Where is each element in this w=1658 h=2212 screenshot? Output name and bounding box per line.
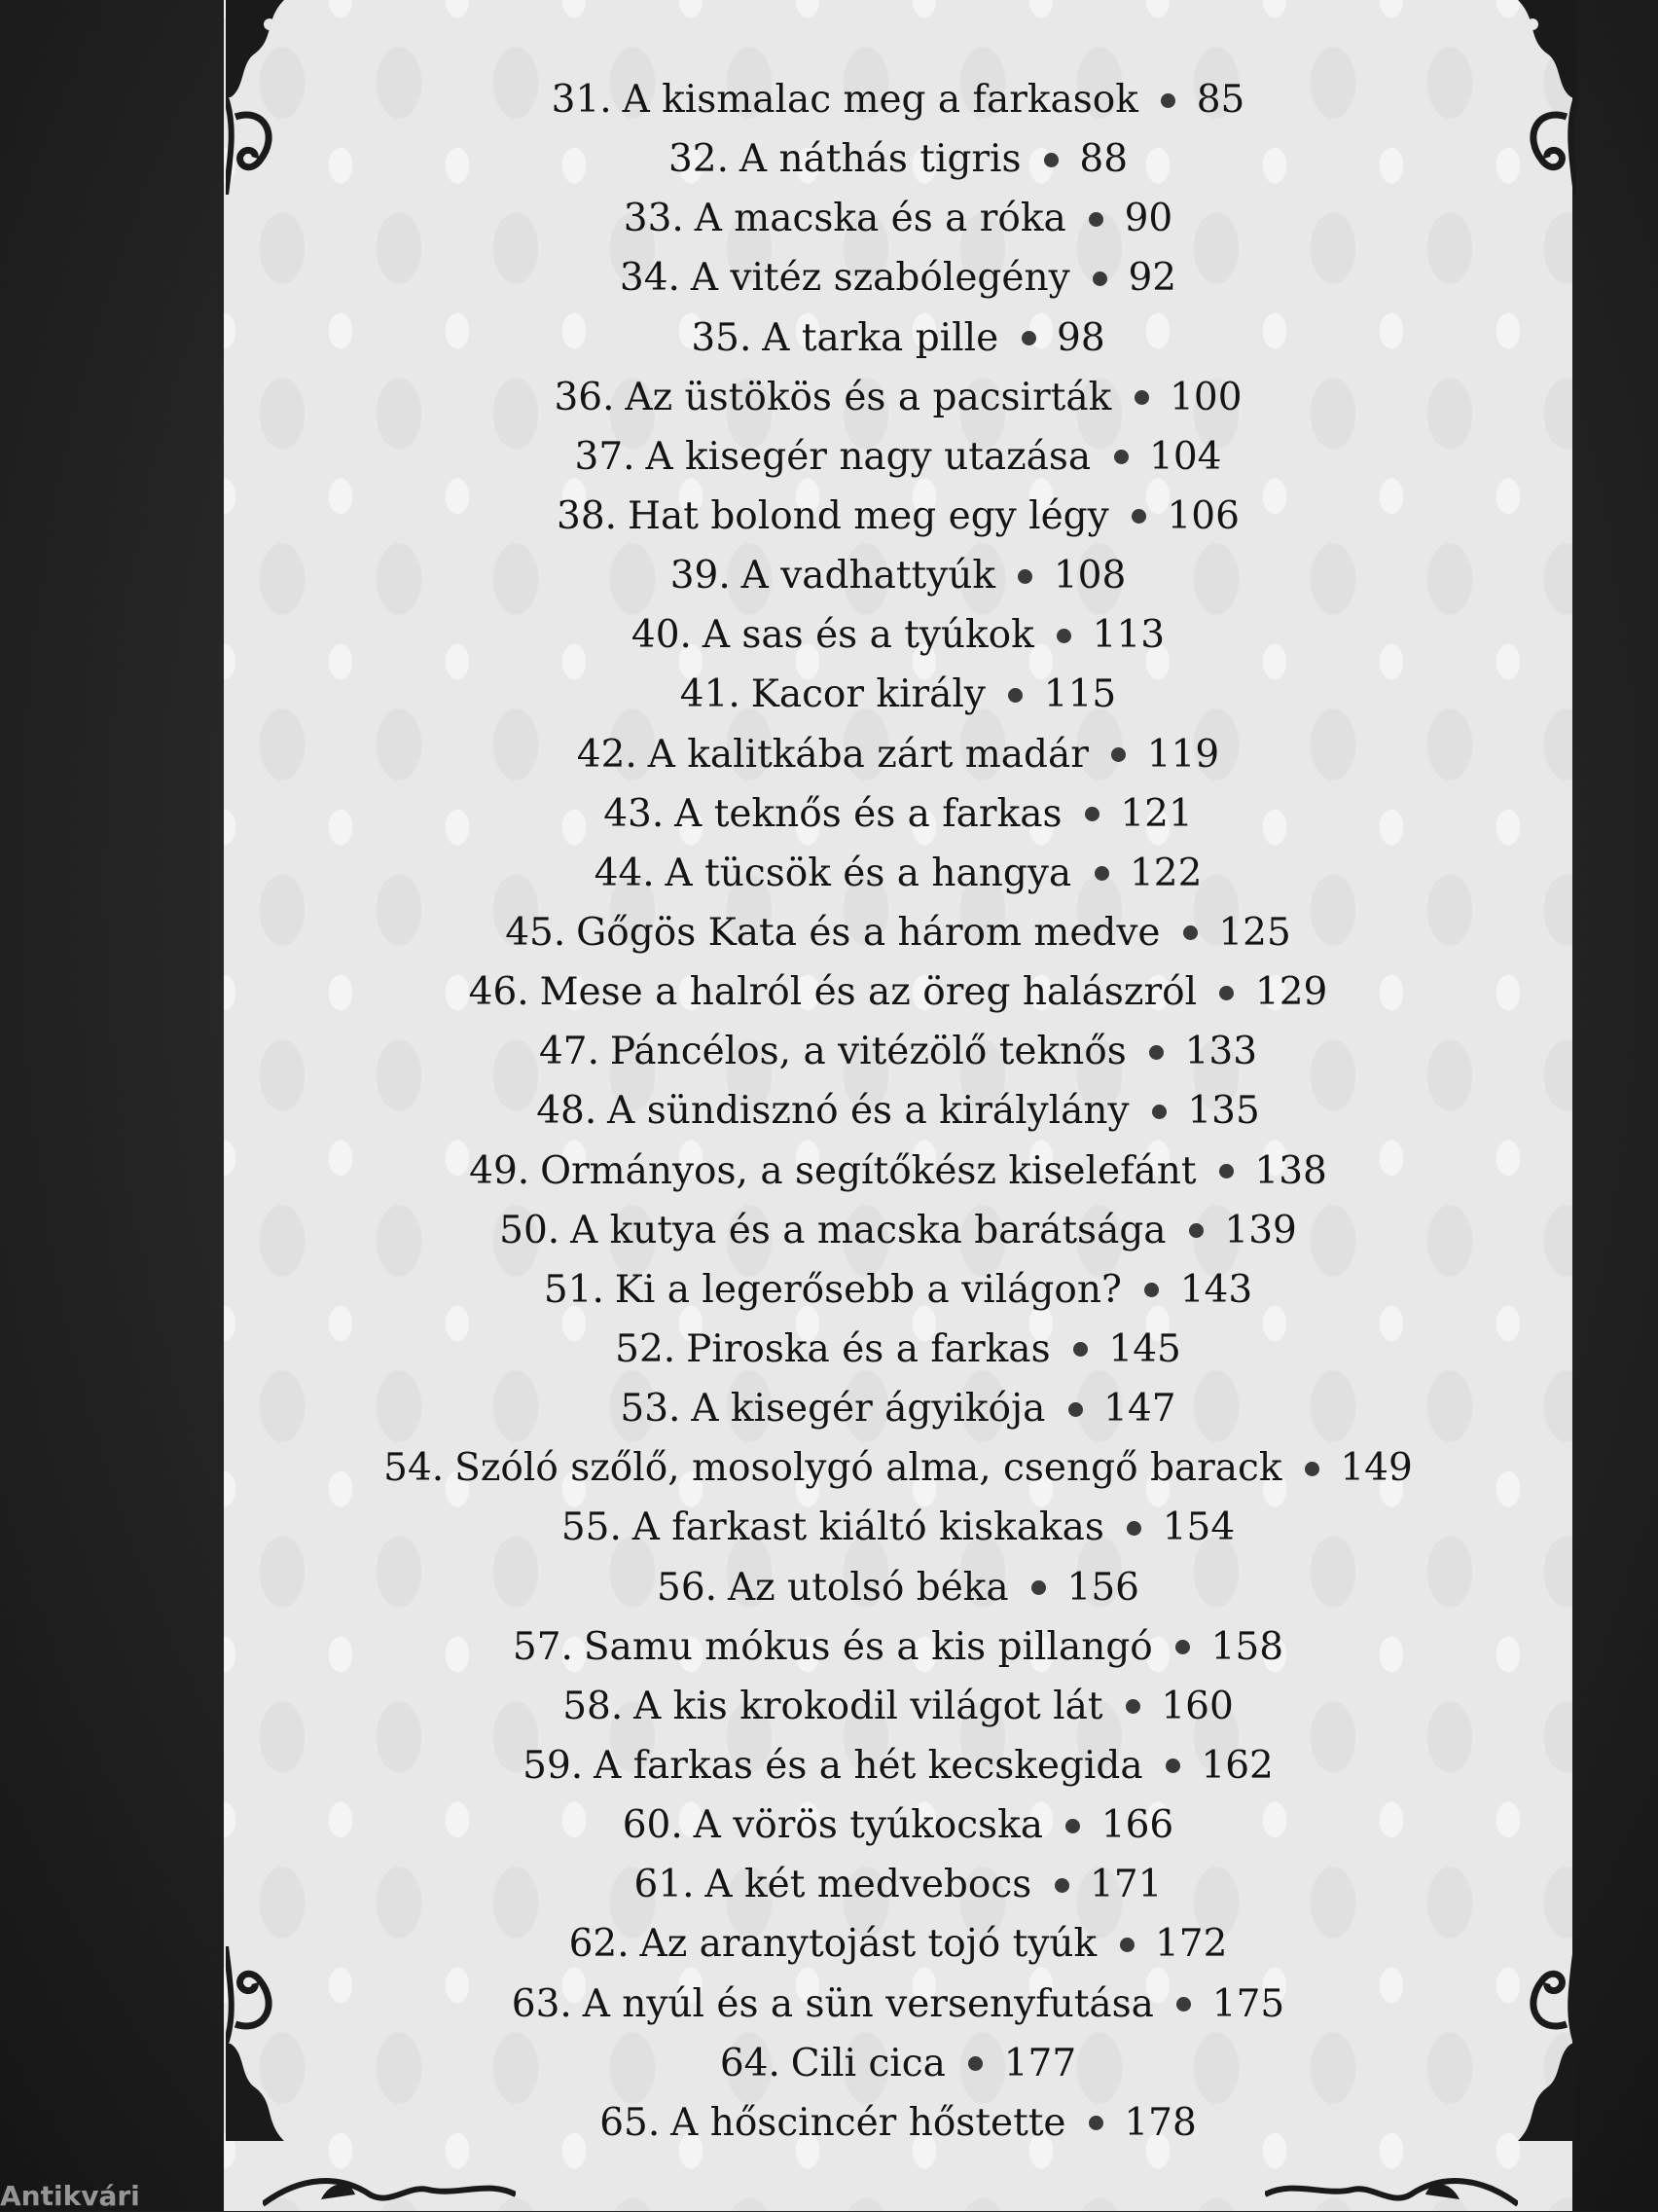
watermark-text: Antikvári bbox=[0, 2180, 140, 2212]
entry-title: A kisegér ágyikója bbox=[691, 1387, 1046, 1432]
entry-title: A két medvebocs bbox=[704, 1863, 1032, 1907]
bullet-dot-icon bbox=[1144, 1283, 1159, 1297]
entry-title: A tücsök és a hangya bbox=[665, 851, 1072, 895]
entry-title: Samu mókus és a kis pillangó bbox=[583, 1624, 1153, 1669]
toc-entry bbox=[224, 2093, 1572, 2153]
entry-title: A kutya és a macska barátsága bbox=[570, 1208, 1167, 1252]
entry-page-number: 171 bbox=[1090, 1863, 1163, 1907]
entry-page-number: 138 bbox=[1254, 1148, 1327, 1193]
entry-title: A sas és a tyúkok bbox=[702, 613, 1034, 658]
entry-number: 60. bbox=[622, 1803, 683, 1848]
toc-entry bbox=[224, 1558, 1572, 1617]
bullet-dot-icon bbox=[1219, 986, 1234, 1000]
bullet-dot-icon bbox=[1189, 1223, 1204, 1238]
bullet-dot-icon bbox=[1161, 93, 1175, 108]
toc-entry bbox=[224, 248, 1572, 308]
toc-entry bbox=[224, 1320, 1572, 1379]
toc-entry bbox=[224, 1914, 1572, 1974]
entry-title: Az utolsó béka bbox=[727, 1565, 1009, 1610]
entry-title: Kacor király bbox=[750, 672, 986, 717]
toc-entry bbox=[224, 665, 1572, 724]
ornament-scroll-bottom-left bbox=[263, 2165, 516, 2211]
entry-number: 35. bbox=[691, 315, 752, 360]
entry-title: A farkast kiáltó kiskakas bbox=[631, 1505, 1104, 1550]
bullet-dot-icon bbox=[1176, 1997, 1191, 2012]
bullet-dot-icon bbox=[1126, 1699, 1140, 1714]
entry-title: Mese a halról és az öreg halászról bbox=[539, 970, 1198, 1015]
entry-page-number: 125 bbox=[1218, 910, 1291, 955]
entry-page-number: 158 bbox=[1210, 1624, 1284, 1669]
entry-number: 43. bbox=[603, 791, 665, 836]
entry-title: Piroska és a farkas bbox=[686, 1326, 1051, 1371]
entry-title: A vörös tyúkocska bbox=[693, 1803, 1043, 1848]
bullet-dot-icon bbox=[1089, 2116, 1103, 2130]
entry-title: A kismalac meg a farkasok bbox=[622, 78, 1138, 122]
toc-entry bbox=[224, 962, 1572, 1022]
toc-entry bbox=[224, 487, 1572, 546]
entry-number: 63. bbox=[511, 1981, 572, 2026]
toc-entry bbox=[224, 427, 1572, 487]
entry-number: 57. bbox=[512, 1624, 573, 1669]
entry-page-number: 175 bbox=[1211, 1981, 1285, 2026]
entry-page-number: 177 bbox=[1003, 2041, 1077, 2085]
toc-entry bbox=[224, 308, 1572, 368]
entry-page-number: 147 bbox=[1103, 1387, 1176, 1432]
bullet-dot-icon bbox=[1305, 1462, 1319, 1476]
bullet-dot-icon bbox=[1120, 1938, 1135, 1952]
toc-entry bbox=[224, 1081, 1572, 1141]
entry-page-number: 156 bbox=[1066, 1565, 1139, 1610]
entry-page-number: 145 bbox=[1108, 1326, 1181, 1371]
entry-number: 38. bbox=[557, 493, 618, 538]
entry-page-number: 90 bbox=[1124, 197, 1173, 241]
entry-title: A kalitkába zárt madár bbox=[647, 732, 1089, 777]
entry-title: A kis krokodil világot lát bbox=[633, 1684, 1103, 1728]
entry-page-number: 119 bbox=[1146, 732, 1220, 777]
bullet-dot-icon bbox=[1127, 1521, 1141, 1536]
entry-title: A náthás tigris bbox=[739, 137, 1022, 182]
entry-title: Gőgös Kata és a három medve bbox=[576, 910, 1161, 955]
toc-entry bbox=[224, 903, 1572, 962]
toc-entry bbox=[224, 1617, 1572, 1677]
entry-number: 36. bbox=[554, 375, 615, 419]
entry-title: A vadhattyúk bbox=[740, 554, 995, 598]
entry-number: 61. bbox=[633, 1863, 695, 1907]
bullet-dot-icon bbox=[1057, 629, 1071, 643]
table-of-contents bbox=[224, 70, 1572, 2153]
entry-title: A teknős és a farkas bbox=[674, 791, 1063, 836]
toc-entry bbox=[224, 189, 1572, 248]
toc-entry bbox=[224, 1438, 1572, 1498]
bullet-dot-icon bbox=[1111, 747, 1126, 762]
entry-title: A kisegér nagy utazása bbox=[645, 434, 1092, 479]
entry-page-number: 121 bbox=[1120, 791, 1193, 836]
bullet-dot-icon bbox=[1219, 1164, 1234, 1179]
entry-title: A tarka pille bbox=[762, 315, 999, 360]
entry-title: Páncélos, a vitézölő teknős bbox=[609, 1030, 1127, 1074]
entry-page-number: 129 bbox=[1254, 970, 1328, 1015]
entry-number: 31. bbox=[551, 78, 612, 122]
entry-number: 41. bbox=[679, 672, 740, 717]
toc-entry bbox=[224, 1736, 1572, 1795]
entry-number: 49. bbox=[469, 1148, 530, 1193]
toc-entry bbox=[224, 725, 1572, 784]
bullet-dot-icon bbox=[1166, 1759, 1180, 1773]
toc-entry bbox=[224, 1022, 1572, 1081]
entry-title: Ormányos, a segítőkész kiselefánt bbox=[540, 1148, 1197, 1193]
toc-entry bbox=[224, 1260, 1572, 1320]
entry-number: 39. bbox=[669, 554, 731, 598]
toc-entry bbox=[224, 784, 1572, 844]
entry-page-number: 154 bbox=[1162, 1505, 1236, 1550]
entry-number: 48. bbox=[536, 1089, 597, 1134]
entry-page-number: 88 bbox=[1079, 137, 1129, 182]
entry-title: Az aranytojást tojó tyúk bbox=[639, 1922, 1098, 1967]
entry-number: 51. bbox=[543, 1267, 604, 1312]
entry-page-number: 143 bbox=[1179, 1267, 1253, 1312]
entry-page-number: 139 bbox=[1224, 1208, 1297, 1252]
bullet-dot-icon bbox=[1089, 212, 1103, 227]
entry-page-number: 162 bbox=[1201, 1743, 1274, 1788]
entry-page-number: 108 bbox=[1053, 554, 1127, 598]
bullet-dot-icon bbox=[1031, 1580, 1046, 1595]
entry-page-number: 106 bbox=[1167, 493, 1240, 538]
entry-title: A vitéz szabólegény bbox=[690, 256, 1070, 301]
bullet-dot-icon bbox=[1114, 450, 1129, 464]
entry-number: 55. bbox=[560, 1505, 622, 1550]
entry-number: 44. bbox=[594, 851, 655, 895]
entry-number: 64. bbox=[719, 2041, 780, 2085]
bullet-dot-icon bbox=[1073, 1342, 1088, 1357]
bullet-dot-icon bbox=[1068, 1402, 1083, 1417]
entry-page-number: 115 bbox=[1043, 672, 1117, 717]
entry-number: 50. bbox=[499, 1208, 560, 1252]
entry-number: 47. bbox=[538, 1030, 599, 1074]
bullet-dot-icon bbox=[1152, 1105, 1167, 1119]
entry-number: 53. bbox=[620, 1387, 681, 1432]
entry-page-number: 160 bbox=[1161, 1684, 1234, 1728]
bullet-dot-icon bbox=[1085, 807, 1099, 821]
bullet-dot-icon bbox=[1093, 272, 1107, 286]
entry-page-number: 113 bbox=[1092, 613, 1166, 658]
entry-title: A nyúl és a sün versenyfutása bbox=[582, 1981, 1154, 2026]
entry-number: 32. bbox=[667, 137, 730, 182]
toc-entry bbox=[224, 1201, 1572, 1260]
entry-page-number: 85 bbox=[1196, 78, 1245, 122]
entry-number: 52. bbox=[615, 1326, 676, 1371]
entry-number: 33. bbox=[623, 197, 684, 241]
toc-entry bbox=[224, 546, 1572, 605]
entry-title: A sündisznó és a királylány bbox=[607, 1089, 1130, 1134]
toc-entry bbox=[224, 70, 1572, 129]
entry-page-number: 104 bbox=[1149, 434, 1222, 479]
entry-page-number: 172 bbox=[1154, 1922, 1228, 1967]
entry-page-number: 92 bbox=[1128, 256, 1177, 301]
entry-number: 54. bbox=[383, 1446, 445, 1491]
toc-entry bbox=[224, 1379, 1572, 1438]
bullet-dot-icon bbox=[1008, 688, 1023, 703]
toc-entry bbox=[224, 1142, 1572, 1201]
bullet-dot-icon bbox=[968, 2056, 983, 2071]
entry-title: Cili cica bbox=[790, 2041, 946, 2085]
bullet-dot-icon bbox=[1183, 925, 1198, 940]
entry-title: A macska és a róka bbox=[694, 197, 1066, 241]
entry-number: 42. bbox=[576, 732, 637, 777]
bullet-dot-icon bbox=[1135, 390, 1149, 405]
entry-page-number: 122 bbox=[1129, 851, 1203, 895]
entry-number: 59. bbox=[523, 1743, 584, 1788]
entry-title: A hőscincér hőstette bbox=[670, 2100, 1066, 2145]
toc-entry bbox=[224, 1498, 1572, 1557]
entry-number: 34. bbox=[619, 256, 680, 301]
entry-number: 62. bbox=[568, 1922, 630, 1967]
bullet-dot-icon bbox=[1149, 1045, 1164, 1060]
ornament-scroll-bottom-right bbox=[1265, 2165, 1518, 2211]
entry-title: A farkas és a hét kecskegida bbox=[594, 1743, 1143, 1788]
entry-number: 56. bbox=[657, 1565, 718, 1610]
entry-page-number: 149 bbox=[1340, 1446, 1413, 1491]
entry-page-number: 133 bbox=[1184, 1030, 1258, 1074]
bullet-dot-icon bbox=[1095, 866, 1109, 881]
bullet-dot-icon bbox=[1022, 331, 1036, 345]
entry-number: 45. bbox=[505, 910, 566, 955]
entry-page-number: 98 bbox=[1057, 315, 1105, 360]
toc-entry bbox=[224, 1677, 1572, 1736]
entry-page-number: 178 bbox=[1124, 2100, 1197, 2145]
toc-entry bbox=[224, 129, 1572, 189]
entry-page-number: 135 bbox=[1187, 1089, 1260, 1134]
toc-entry bbox=[224, 1975, 1572, 2034]
bullet-dot-icon bbox=[1055, 1878, 1069, 1893]
toc-entry bbox=[224, 1855, 1572, 1914]
entry-page-number: 166 bbox=[1100, 1803, 1174, 1848]
entry-page-number: 100 bbox=[1170, 375, 1243, 419]
entry-number: 40. bbox=[631, 613, 692, 658]
bullet-dot-icon bbox=[1132, 509, 1146, 524]
entry-title: Hat bolond meg egy légy bbox=[627, 493, 1109, 538]
bullet-dot-icon bbox=[1175, 1640, 1190, 1654]
toc-entry bbox=[224, 368, 1572, 427]
bullet-dot-icon bbox=[1018, 569, 1032, 584]
bullet-dot-icon bbox=[1065, 1819, 1080, 1833]
entry-number: 65. bbox=[599, 2100, 661, 2145]
toc-entry bbox=[224, 2034, 1572, 2093]
entry-title: Ki a legerősebb a világon? bbox=[614, 1267, 1122, 1312]
entry-title: Az üstökös és a pacsirták bbox=[625, 375, 1112, 419]
toc-entry bbox=[224, 844, 1572, 903]
entry-number: 58. bbox=[562, 1684, 624, 1728]
entry-number: 37. bbox=[574, 434, 635, 479]
entry-title: Szóló szőlő, mosolygó alma, csengő barack bbox=[454, 1446, 1282, 1491]
entry-number: 46. bbox=[468, 970, 529, 1015]
toc-entry bbox=[224, 1795, 1572, 1855]
bullet-dot-icon bbox=[1044, 153, 1059, 167]
toc-entry bbox=[224, 605, 1572, 665]
